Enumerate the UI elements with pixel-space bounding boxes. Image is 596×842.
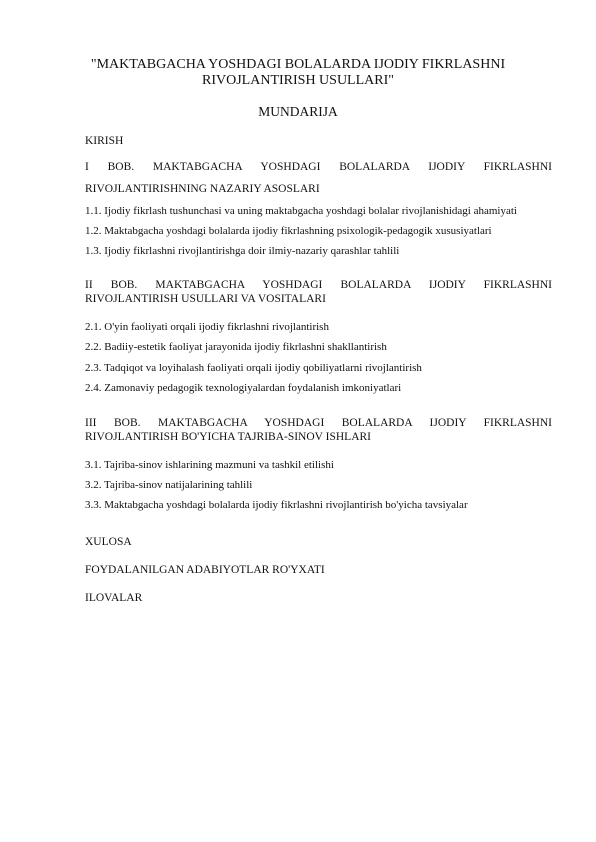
toc-chapter-2-line-2: RIVOJLANTIRISH USULLARI VA VOSITALARI — [85, 293, 326, 305]
toc-heading: MUNDARIJA — [258, 104, 338, 119]
toc-item-intro: KIRISH — [85, 135, 124, 147]
toc-chapter-1-line-2: RIVOJLANTIRISHNING NAZARIY ASOSLARI — [85, 183, 320, 195]
toc-chapter-1-line-1: I BOB. MAKTABGACHA YOSHDAGI BOLALARDA IJODIY FIKRLASHNI — [85, 161, 552, 173]
document-title — [60, 57, 536, 89]
title-line-2: RIVOJLANTIRISH USULLARI" — [202, 73, 394, 88]
toc-section-2-1: 2.1. O'yin faoliyati orqali ijodiy fikrlashni rivojlantirish — [85, 321, 329, 333]
toc-section-2-3: 2.3. Tadqiqot va loyihalash faoliyati orqali ijodiy qobiliyatlarni rivojlantirish — [85, 362, 422, 374]
toc-section-3-2: 3.2. Tajriba-sinov natijalarining tahlili — [85, 479, 253, 491]
toc-section-3-1: 3.1. Tajriba-sinov ishlarining mazmuni va tashkil etilishi — [85, 459, 334, 471]
toc-chapter-3-line-1: III BOB. MAKTABGACHA YOSHDAGI BOLALARDA IJODIY FIKRLASHNI — [85, 417, 552, 429]
toc-section-2-2: 2.2. Badiiy-estetik faoliyat jarayonida ijodiy fikrlashni shakllantirish — [85, 341, 387, 353]
toc-section-1-1: 1.1. Ijodiy fikrlash tushunchasi va uning maktabgacha yoshdagi bolalar rivojlanishidagi ahamiyati — [85, 205, 517, 217]
toc-item-references: FOYDALANILGAN ADABIYOTLAR RO'YXATI — [85, 564, 325, 576]
toc-item-conclusion: XULOSA — [85, 536, 132, 548]
toc-section-1-2: 1.2. Maktabgacha yoshdagi bolalarda ijodiy fikrlashning psixologik-pedagogik xususiyatlari — [85, 225, 492, 237]
toc-section-1-3: 1.3. Ijodiy fikrlashni rivojlantirishga doir ilmiy-nazariy qarashlar tahlili — [85, 245, 400, 257]
toc-item-appendices: ILOVALAR — [85, 592, 143, 604]
toc-chapter-2-line-1: II BOB. MAKTABGACHA YOSHDAGI BOLALARDA IJODIY FIKRLASHNI — [85, 279, 552, 291]
toc-section-3-3: 3.3. Maktabgacha yoshdagi bolalarda ijodiy fikrlashni rivojlantirish bo'yicha tavsiyalar — [85, 499, 468, 511]
toc-chapter-3-line-2: RIVOJLANTIRISH BO'YICHA TAJRIBA-SINOV ISHLARI — [85, 431, 372, 443]
toc-section-2-4: 2.4. Zamonaviy pedagogik texnologiyalardan foydalanish imkoniyatlari — [85, 382, 402, 394]
title-line-1: "MAKTABGACHA YOSHDAGI BOLALARDA IJODIY FIKRLASHNI — [90, 57, 506, 72]
